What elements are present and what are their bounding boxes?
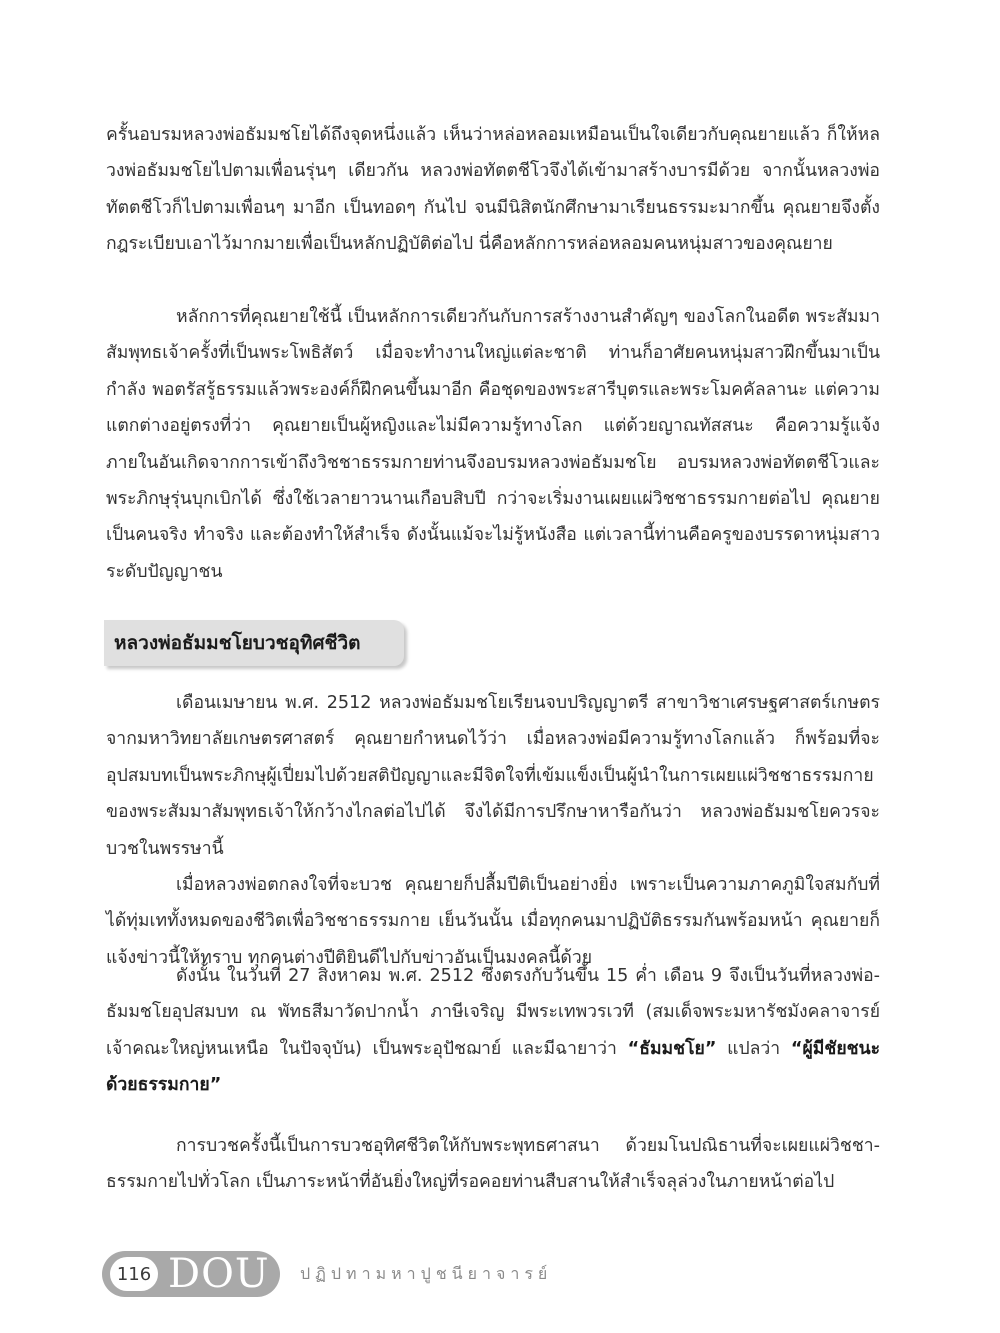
page-badge <box>102 1251 280 1297</box>
monastic-name-meaning: “ผู้มีชัยชนะด้วยธรรมกาย” <box>106 1038 881 1096</box>
paragraph-2-block <box>106 299 880 590</box>
section-heading: หลวงพ่อธัมมชโยบวชอุทิศชีวิต <box>114 632 361 654</box>
paragraph-3-block <box>106 685 880 867</box>
paragraph-2: หลักการที่คุณยายใช้นี้ เป็นหลักการเดียวกันกับการสร้างงานสำคัญๆ ของโลกในอดีต พระสัมมาสัมพุทธเจ้าครั้งที่เป็นพระโพธิสัตว์ เมื่อจะทำงานใหญ่แต่ละชาติ ท่านก็อาศัยคนหนุ่มสาวฝึกขึ้นมาเป็นกำลัง พอตรัสรู้ธรรมแล้วพระองค์ก็ฝึกคนขึ้นมาอีก คือชุดของพระสารีบุตรและพระโมคคัลลานะ แต่ความแตกต่างอยู่ตรงที่ว่า คุณยายเป็นผู้หญิงและไม่มีความรู้ทางโลก แต่ด้วยญาณทัสสนะ คือความรู้แจ้งภายในอันเกิดจากการเข้าถึงวิชชาธรรมกายท่านจึงอบรมหลวงพ่อธัมมชโย อบรมหลวงพ่อทัตตชีโวและพระภิกษุรุ่นบุกเบิกได้ ซึ่งใช้เวลายาวนานเกือบสิบปี กว่าจะเริ่มงานเผยแผ่วิชชาธรรมกายต่อไป คุณยายเป็นคนจริง ทำจริง และต้องทำให้สำเร็จ ดังนั้นแม้จะไม่รู้หนังสือ แต่เวลานี้ท่านคือครูของบรรดาหนุ่มสาวระดับปัญญาชน <box>106 307 880 582</box>
paragraph-5-block <box>106 958 880 1104</box>
paragraph-4: เมื่อหลวงพ่อตกลงใจที่จะบวช คุณยายก็ปลื้มปีติเป็นอย่างยิ่ง เพราะเป็นความภาคภูมิใจสมกับที่ได้ทุ่มเททั้งหมดของชีวิตเพื่อวิชชาธรรมกาย เย็นวันนั้น เมื่อทุกคนมาปฏิบัติธรรมกันพร้อมหน้า คุณยายก็แจ้งข่าวนี้ให้ทราบ ทุกคนต่างปีติยินดีไปกับข่าวอันเป็นมงคลนี้ด้วย <box>106 875 880 968</box>
dou-logo: DOU <box>168 1251 270 1297</box>
paragraph-5-translation-label: แปลว่า <box>727 1038 781 1059</box>
paragraph-3: เดือนเมษายน พ.ศ. 2512 หลวงพ่อธัมมชโยเรียนจบปริญญาตรี สาขาวิชาเศรษฐศาสตร์เกษตร จากมหาวิทยาลัยเกษตรศาสตร์ คุณยายกำหนดไว้ว่า เมื่อหลวงพ่อมีความรู้ทางโลกแล้ว ก็พร้อมที่จะอุปสมบทเป็นพระภิกษุผู้เปี่ยมไปด้วยสติปัญญาและมีจิตใจที่เข้มแข็งเป็นผู้นำในการเผยแผ่วิชชาธรรมกายของพระสัมมาสัมพุทธเจ้าให้กว้างไกลต่อไปได้ จึงได้มีการปรึกษาหารือกันว่า หลวงพ่อธัมมชโยควรจะบวชในพรรษานี้ <box>106 693 880 859</box>
paragraph-1: ครั้นอบรมหลวงพ่อธัมมชโยได้ถึงจุดหนึ่งแล้ว เห็นว่าหล่อหลอมเหมือนเป็นใจเดียวกับคุณยายแล้ว ก็ให้หลวงพ่อธัมมชโยไปตามเพื่อนรุ่นๆ เดียวกัน หลวงพ่อทัตตชีโวจึงได้เข้ามาสร้างบารมีด้วย จากนั้นหลวงพ่อทัตตชีโวก็ไปตามเพื่อนๆ มาอีก เป็นทอดๆ กันไป จนมีนิสิตนักศึกษามาเรียนธรรมะมากขึ้น คุณยายจึงตั้งกฎระเบียบเอาไว้มากมายเพื่อเป็นหลักปฏิบัติต่อไป นี่คือหลักการหล่อหลอมคนหนุ่มสาวของคุณยาย <box>106 125 880 255</box>
paragraph-6-block <box>106 1128 880 1201</box>
paragraph-5-text: ดังนั้น ในวันที่ 27 สิงหาคม พ.ศ. 2512 ซึ่งตรงกับวันขึ้น 15 ค่ำ เดือน 9 จึงเป็นวันที่หลวงพ่อ-ธัมมชโยอุปสมบท ณ พัทธสีมาวัดปากน้ำ ภาษีเจริญ มีพระเทพวรเวที (สมเด็จพระมหารัชมังคลาจารย์ เจ้าคณะใหญ่หนเหนือ ในปัจจุบัน) เป็นพระอุปัชฌาย์ และมีฉายาว่า <box>106 966 880 1059</box>
paragraph-5 <box>106 958 880 1104</box>
paragraph-1-block <box>106 117 880 263</box>
page-number: 116 <box>110 1257 158 1291</box>
monastic-name: “ธัมมชโย” <box>627 1038 717 1059</box>
page-footer <box>102 1251 552 1297</box>
paragraph-6: การบวชครั้งนี้เป็นการบวชอุทิศชีวิตให้กับพระพุทธศาสนา ด้วยมโนปณิธานที่จะเผยแผ่วิชชา-ธรรมกายไปทั่วโลก เป็นภาระหน้าที่อันยิ่งใหญ่ที่รอคอยท่านสืบสานให้สำเร็จลุล่วงในภายหน้าต่อไป <box>106 1136 880 1193</box>
section-heading-box <box>104 620 404 666</box>
running-title: ปฏิปทามหาปูชนียาจารย์ <box>300 1263 553 1283</box>
